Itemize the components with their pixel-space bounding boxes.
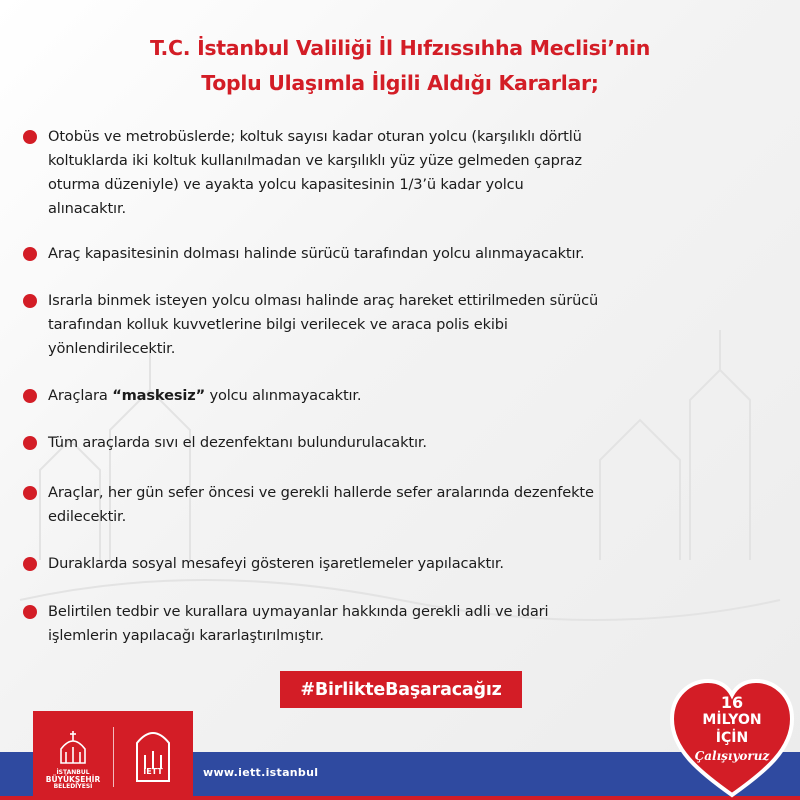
list-item-line: oturma düzeniyle) ve ayakta yolcu kapasitesinin 1/3’ü kadar yolcu xyxy=(48,176,524,193)
list-item-text xyxy=(48,552,776,576)
hashtag-banner: #BirlikteBaşaracağız xyxy=(280,671,522,708)
list-item-line: Araçlar, her gün sefer öncesi ve gerekli hallerde sefer aralarında dezenfekte xyxy=(48,484,594,501)
list-item-line: Araç kapasitesinin dolması halinde sürücü tarafından yolcu alınmayacaktır. xyxy=(48,245,585,262)
bullet-dot-icon xyxy=(23,294,37,308)
bullet-dot-icon xyxy=(23,389,37,403)
bullet-dot-icon xyxy=(23,247,37,261)
bullet-dot-icon xyxy=(23,130,37,144)
list-item-line: edilecektir. xyxy=(48,508,127,525)
list-item-line: tarafından kolluk kuvvetlerine bilgi verilecek ve araca polis ekibi xyxy=(48,316,508,333)
page-title-line2: Toplu Ulaşımla İlgili Aldığı Kararlar; xyxy=(201,71,599,95)
ibb-wordmark xyxy=(33,769,113,790)
bullet-dot-icon xyxy=(23,486,37,500)
list-item-text xyxy=(48,481,776,529)
list-item-text xyxy=(48,289,776,361)
list-item-line: Israrla binmek isteyen yolcu olması halinde araç hareket ettirilmeden sürücü xyxy=(48,292,599,309)
iett-label: İETT xyxy=(143,767,163,776)
bullet-dot-icon xyxy=(23,436,37,450)
website-url[interactable]: www.iett.istanbul xyxy=(203,766,319,779)
list-item-text-part: yolcu alınmayacaktır. xyxy=(205,387,362,404)
ibb-line: BELEDİYESİ xyxy=(53,783,93,790)
list-item-line: koltuklarda iki koltuk kullanılmadan ve karşılıklı yüz yüze gelmeden çapraz xyxy=(48,152,582,169)
badge-milyon: MİLYON xyxy=(702,712,762,728)
list-item-line: Belirtilen tedbir ve kurallara uymayanlar hakkında gerekli adli ve idari xyxy=(48,603,549,620)
list-item-line: yönlendirilecektir. xyxy=(48,340,176,357)
badge-16-milyon xyxy=(668,675,796,800)
badge-number: 16 xyxy=(720,693,744,712)
list-item-text xyxy=(48,384,776,408)
logo-panel xyxy=(33,711,193,800)
bullet-dot-icon xyxy=(23,557,37,571)
badge-icin: İÇİN xyxy=(715,730,749,746)
logo-divider xyxy=(113,727,114,787)
list-item-text xyxy=(48,600,776,648)
bullet-dot-icon xyxy=(23,605,37,619)
list-item-text xyxy=(48,125,776,221)
list-item-line: işlemlerin yapılacağı kararlaştırılmıştır. xyxy=(48,627,324,644)
ibb-line: BÜYÜKŞEHİR xyxy=(45,775,101,784)
list-item-text xyxy=(48,431,776,455)
page-title-line1: T.C. İstanbul Valiliği İl Hıfzıssıhha Meclisi’nin xyxy=(149,36,651,60)
list-item-line: Tüm araçlarda sıvı el dezenfektanı bulundurulacaktır. xyxy=(48,434,427,451)
list-item-line: Otobüs ve metrobüslerde; koltuk sayısı kadar oturan yolcu (karşılıklı dörtlü xyxy=(48,128,582,145)
list-item-text xyxy=(48,242,776,266)
list-item-emphasis: “maskesiz” xyxy=(112,387,206,404)
list-item-line: alınacaktır. xyxy=(48,200,126,217)
list-item-text-part: Araçlara xyxy=(48,387,113,404)
ibb-line: İSTANBUL xyxy=(56,769,90,776)
badge-calisiyoruz: Çalışıyoruz xyxy=(694,749,770,763)
list-item-line: Duraklarda sosyal mesafeyi gösteren işaretlemeler yapılacaktır. xyxy=(48,555,504,572)
ibb-emblem-icon xyxy=(57,727,89,767)
